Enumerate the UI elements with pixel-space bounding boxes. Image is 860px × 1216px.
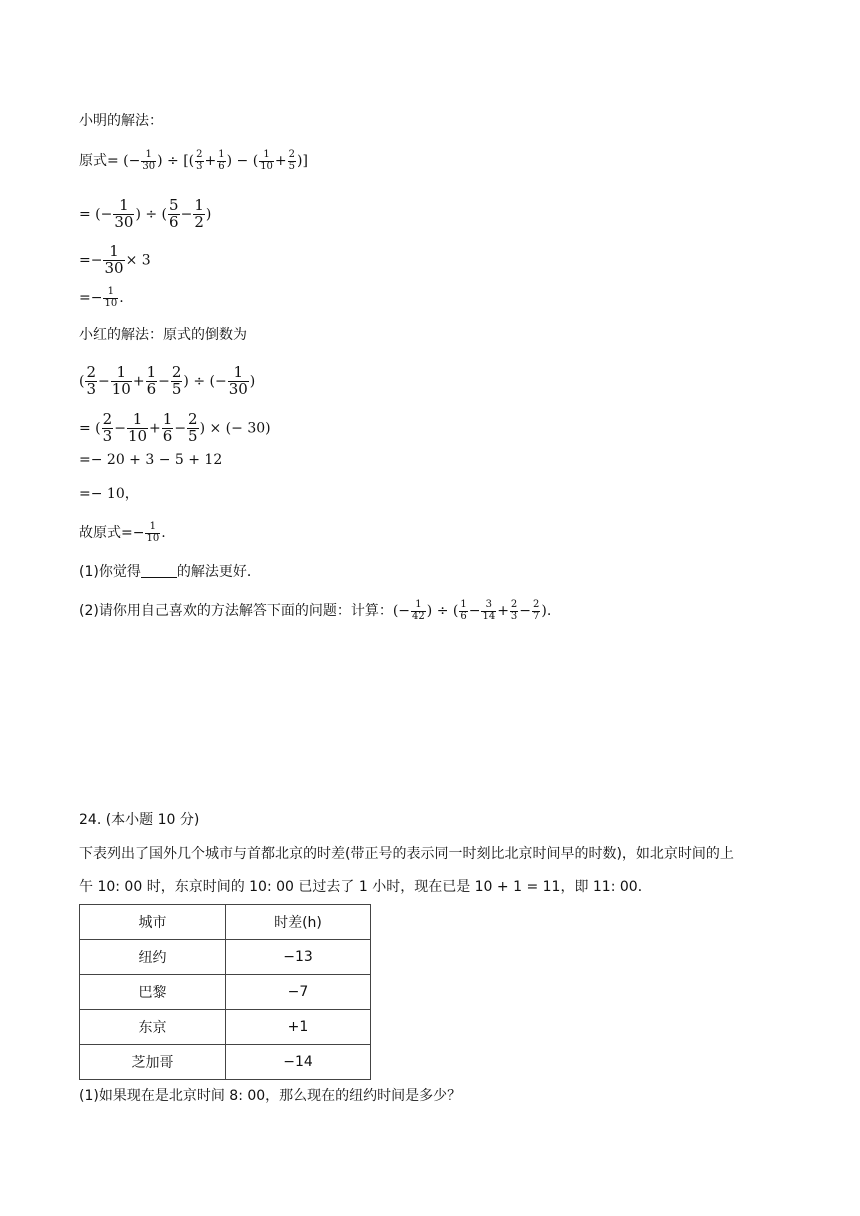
header-city: 城市: [80, 905, 226, 940]
final-prefix: =−: [79, 290, 103, 306]
diff-cell: +1: [226, 1010, 371, 1045]
q24-header: 24. (本小题 10 分): [79, 812, 200, 828]
xiaohong-label: 小红的解法：原式的倒数为: [79, 327, 247, 343]
xiaohong-step1: ( $\frac{2}{3}$ − $\frac{1}{10}$ + $\frac{1}{6}$ − $\frac{2}{5}$ ) ÷ (− $\frac{1}{30}$ ): [79, 363, 256, 398]
city-cell: 纽约: [80, 940, 226, 975]
header-time-diff: 时差(h): [226, 905, 371, 940]
conclusion: 故原式=− $\frac{1}{10}$ .: [79, 521, 166, 544]
table-row: [80, 1010, 371, 1045]
city-cell: 东京: [80, 1010, 226, 1045]
xiaohong-step4: =− 10，: [79, 486, 139, 502]
xiaoming-label: 小明的解法：: [79, 113, 163, 129]
table-header-row: [80, 905, 371, 940]
time-difference-table: [79, 904, 371, 1080]
xiaoming-step2: = (− $\frac{1}{30}$ ) ÷ ( $\frac{5}{6}$ − $\frac{1}{2}$ ): [79, 196, 212, 231]
part2-question: [79, 600, 551, 622]
part2-text: (2)请你用自己喜欢的方法解答下面的问题：计算：: [79, 603, 393, 619]
q24-intro-line2: 午 10: 00 时，东京时间的 10: 00 已过去了 1 小时，现在已是 10 + 1 = 11，即 11: 00．: [79, 879, 652, 895]
xiaohong-step2: = ( $\frac{2}{3}$ − $\frac{1}{10}$ + $\frac{1}{6}$ − $\frac{2}{5}$ ) × (− 30): [79, 410, 271, 445]
orig-prefix: 原式: [79, 153, 107, 169]
table-row: [80, 975, 371, 1010]
conclusion-prefix: 故原式=−: [79, 525, 145, 541]
q24-part1: (1)如果现在是北京时间 8: 00，那么现在的纽约时间是多少？: [79, 1088, 462, 1104]
xiaohong-step3: =− 20 + 3 − 5 + 12: [79, 452, 223, 468]
xiaoming-step3: =− $\frac{1}{30}$ × 3: [79, 242, 151, 277]
diff-cell: −13: [226, 940, 371, 975]
city-cell: 芝加哥: [80, 1045, 226, 1080]
part1-text-a: (1)你觉得: [79, 564, 141, 580]
answer-blank: [141, 577, 177, 578]
xiaoming-final: =− $\frac{1}{10}$ .: [79, 286, 124, 309]
xiaoming-step1: 原式= (− $\frac{1}{30}$ ) ÷ [( $\frac{2}{3}$ + $\frac{1}{6}$ ) − ( $\frac{1}{10}$ + $\frac{2}{5}$ )]: [79, 149, 308, 172]
diff-cell: −14: [226, 1045, 371, 1080]
part1-text-b: 的解法更好．: [176, 564, 261, 580]
table-row: [80, 1045, 371, 1080]
part1-question: [79, 562, 261, 582]
part2-expression: (− $\frac{1}{42}$ ) ÷ ( $\frac{1}{6}$ − $\frac{3}{14}$ + $\frac{2}{3}$ − $\frac{2}{7}$ ).: [392, 599, 552, 622]
city-cell: 巴黎: [80, 975, 226, 1010]
q24-intro-line1: 下表列出了国外几个城市与首都北京的时差(带正号的表示同一时刻比北京时间早的时数)，如北京时间的上: [79, 846, 734, 862]
table-row: [80, 940, 371, 975]
diff-cell: −7: [226, 975, 371, 1010]
